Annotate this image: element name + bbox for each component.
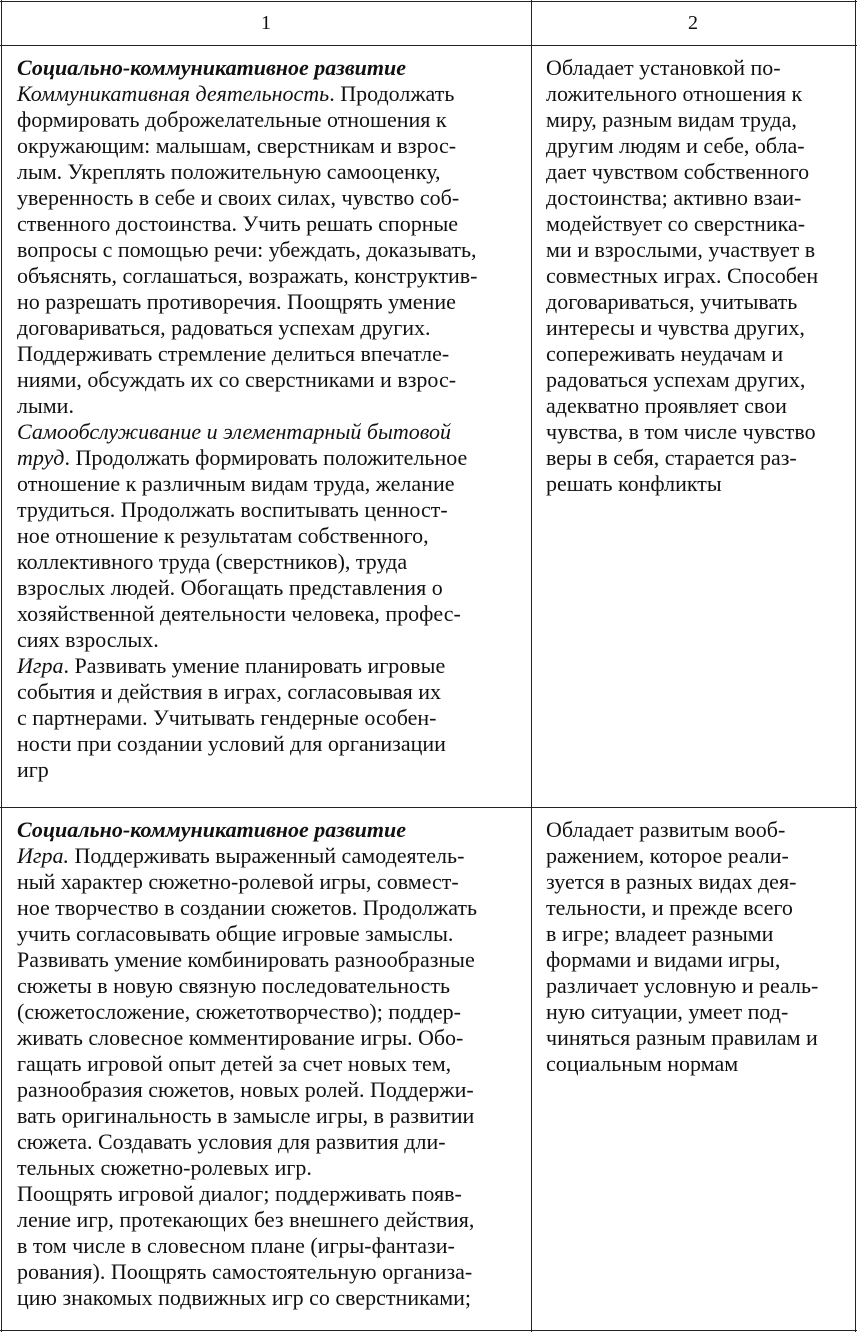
text-line [17, 341, 477, 367]
text-line: дает чувством собственного [546, 159, 810, 184]
text-line [17, 263, 477, 289]
text-segment: учить согласовывать общие игровые замыслы. [17, 921, 454, 946]
text-segment: игр [17, 757, 49, 782]
text-line [17, 289, 477, 315]
text-line [17, 1103, 477, 1129]
text-line: ражением, которое реали- [546, 843, 789, 868]
text-line: радоваться успехам других, [546, 367, 806, 392]
text-line [17, 107, 477, 133]
text-line: в игре; владеет разными [546, 921, 774, 946]
text-line: сопереживать неудачам и [546, 341, 784, 366]
text-line [17, 869, 477, 895]
text-segment: тельных сюжетно-ролевых игр. [17, 1155, 312, 1180]
text-line [17, 445, 477, 471]
header-col-1: 1 [261, 12, 271, 34]
text-line [17, 653, 477, 679]
text-line [17, 1077, 477, 1103]
column-divider [531, 0, 532, 1332]
text-line [17, 1207, 477, 1233]
text-line [17, 973, 477, 999]
text-line: совместных играх. Способен [546, 263, 819, 288]
text-segment: сюжета. Создавать условия для развития дли- [17, 1129, 446, 1154]
text-line [17, 601, 477, 627]
row-1-left-text [17, 55, 477, 783]
row-2-left-text [17, 817, 477, 1311]
text-line [17, 1025, 477, 1051]
text-line: ложительного отношения к [546, 81, 803, 106]
text-line [17, 817, 477, 843]
text-segment: в том числе в словесном плане (игры-фантази- [17, 1233, 455, 1258]
text-line: миру, разным видам труда, [546, 107, 797, 132]
text-line: различает условную и реаль- [546, 973, 819, 998]
text-segment: ное отношение к результатам собственного, [17, 523, 429, 548]
text-line [17, 705, 477, 731]
row-divider [0, 807, 857, 808]
text-line [17, 1285, 477, 1311]
text-line [17, 237, 477, 263]
text-segment: ственного достоинства. Учить решать спорные [17, 211, 459, 236]
text-segment: уверенность в себе и своих силах, чувство соб- [17, 185, 460, 210]
text-segment: . Продолжать формировать положительное [64, 445, 468, 470]
text-segment: лыми. [17, 393, 74, 418]
text-line [17, 575, 477, 601]
text-line [17, 81, 477, 107]
text-segment: Самообслуживание и элементарный бытовой [17, 419, 451, 444]
text-segment: . Развивать умение планировать игровые [63, 653, 446, 678]
text-line: другим людям и себе, обла- [546, 133, 805, 158]
text-line [17, 947, 477, 973]
text-line: чувства, в том числе чувство [546, 419, 816, 444]
text-line: зуется в разных видах дея- [546, 869, 797, 894]
text-segment: цию знакомых подвижных игр со сверстниками; [17, 1285, 472, 1310]
text-line [17, 999, 477, 1025]
row-1-right-text [546, 55, 818, 497]
text-line [17, 367, 477, 393]
text-line [17, 471, 477, 497]
text-line: договариваться, учитывать [546, 289, 798, 314]
text-line [17, 211, 477, 237]
text-line [17, 159, 477, 185]
text-segment: труд [17, 445, 65, 470]
text-segment: коллективного труда (сверстников), труда [17, 549, 408, 574]
text-segment: вать оригинальность в замысле игры, в развитии [17, 1103, 475, 1128]
text-line: социальным нормам [546, 1051, 739, 1076]
text-line: адекватно проявляет свои [546, 393, 787, 418]
text-line [17, 185, 477, 211]
header-col-2: 2 [688, 12, 698, 34]
text-segment: взрослых людей. Обогащать представления о [17, 575, 443, 600]
text-segment: Поддерживать стремление делиться впечатле- [17, 341, 450, 366]
text-segment: отношение к различным видам труда, желание [17, 471, 455, 496]
text-line [17, 419, 477, 445]
text-line [17, 895, 477, 921]
text-segment: объяснять, соглашаться, возражать, конструктив- [17, 263, 478, 288]
text-segment: ный характер сюжетно-ролевой игры, совмест- [17, 869, 459, 894]
table-border-left [1, 0, 2, 1332]
text-line [17, 1155, 477, 1181]
text-line: веры в себя, старается раз- [546, 445, 797, 470]
table-border-bottom [0, 1330, 857, 1331]
text-segment: Коммуникативная деятельность [17, 81, 330, 106]
text-line [17, 757, 477, 783]
text-line [17, 1051, 477, 1077]
text-line: чиняться разным правилам и [546, 1025, 818, 1050]
text-line: интересы и чувства других, [546, 315, 805, 340]
text-segment: Поддерживать выраженный самодеятель- [68, 843, 465, 868]
text-segment: окружающим: малышам, сверстникам и взрос- [17, 133, 457, 158]
text-segment: живать словесное комментирование игры. Обо- [17, 1025, 464, 1050]
text-line: формами и видами игры, [546, 947, 781, 972]
text-segment: ниями, обсуждать их со сверстниками и взрос- [17, 367, 457, 392]
text-segment: гащать игровой опыт детей за счет новых тем, [17, 1051, 452, 1076]
text-line [17, 1129, 477, 1155]
row-2-right-text [546, 817, 818, 1077]
text-segment: разнообразия сюжетов, новых ролей. Поддержи- [17, 1077, 474, 1102]
text-line: достоинства; активно взаи- [546, 185, 802, 210]
text-segment: ное творчество в создании сюжетов. Продолжать [17, 895, 478, 920]
text-line [17, 393, 477, 419]
text-segment: сюжеты в новую связную последовательность [17, 973, 450, 998]
text-segment: . Продолжать [329, 81, 455, 106]
text-line [17, 627, 477, 653]
text-line [17, 843, 477, 869]
text-segment: договариваться, радоваться успехам других. [17, 315, 431, 340]
text-line: модействует со сверстника- [546, 211, 806, 236]
text-segment: Развивать умение комбинировать разнообразные [17, 947, 475, 972]
text-line [17, 1259, 477, 1285]
text-line [17, 921, 477, 947]
text-segment: но разрешать противоречия. Поощрять умение [17, 289, 456, 314]
text-segment: Социально-коммуникативное развитие [17, 817, 407, 842]
text-segment: лым. Укреплять положительную самооценку, [17, 159, 441, 184]
text-segment: Игра [17, 653, 64, 678]
text-segment: Социально-коммуникативное развитие [17, 55, 407, 80]
text-line [17, 55, 477, 81]
text-segment: с партнерами. Учитывать гендерные особен- [17, 705, 437, 730]
text-line [17, 549, 477, 575]
text-segment: формировать доброжелательные отношения к [17, 107, 447, 132]
text-segment: ности при создании условий для организации [17, 731, 446, 756]
text-segment: трудиться. Продолжать воспитывать ценност- [17, 497, 448, 522]
table-border-right [855, 0, 856, 1332]
text-segment: события и действия в играх, согласовывая их [17, 679, 441, 704]
text-segment: хозяйственной деятельности человека, профес- [17, 601, 461, 626]
text-segment: (сюжетосложение, сюжетотворчество); поддер- [17, 999, 461, 1024]
text-line [17, 679, 477, 705]
text-line: Обладает развитым вооб- [546, 817, 786, 842]
text-line: Обладает установкой по- [546, 55, 781, 80]
text-segment: Игра. [17, 843, 69, 868]
text-line [17, 731, 477, 757]
text-line [17, 133, 477, 159]
text-line: ми и взрослыми, участвует в [546, 237, 816, 262]
text-line [17, 1181, 477, 1207]
text-segment: вопросы с помощью речи: убеждать, доказывать, [17, 237, 477, 262]
text-line [17, 497, 477, 523]
text-line [17, 315, 477, 341]
text-segment: рования). Поощрять самостоятельную организа- [17, 1259, 473, 1284]
text-line: ную ситуации, умеет под- [546, 999, 789, 1024]
text-segment: Поощрять игровой диалог; поддерживать появ- [17, 1181, 462, 1206]
text-segment: сиях взрослых. [17, 627, 159, 652]
text-line [17, 523, 477, 549]
header-divider [0, 45, 857, 46]
text-line: тельности, и прежде всего [546, 895, 793, 920]
text-line [17, 1233, 477, 1259]
table-border-top [0, 1, 857, 2]
text-line: решать конфликты [546, 471, 722, 496]
text-segment: ление игр, протекающих без внешнего действия, [17, 1207, 475, 1232]
